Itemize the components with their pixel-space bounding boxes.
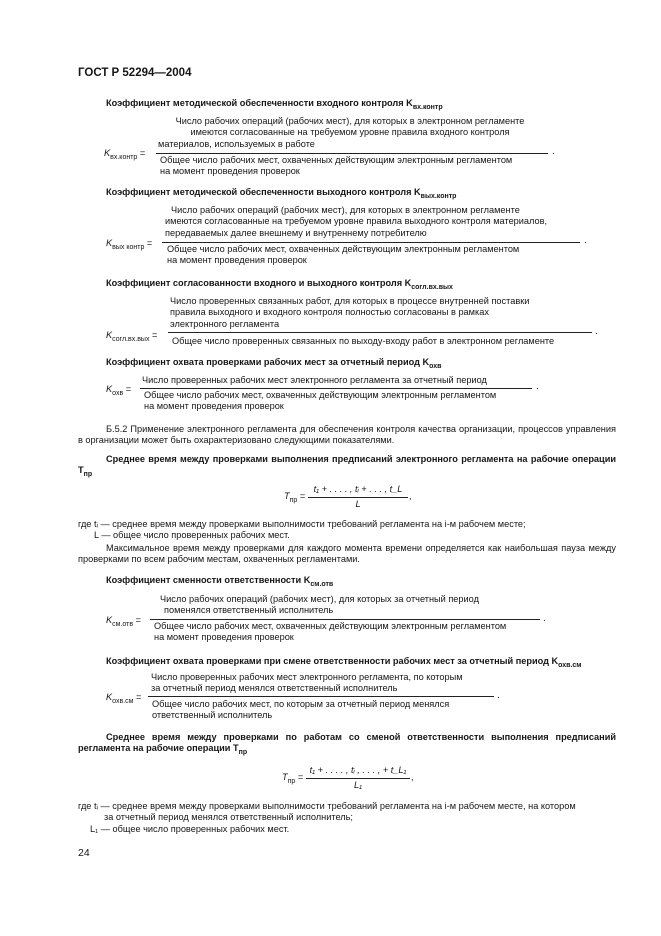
k1-dot: . [552,146,555,157]
k6-numerator [151,672,511,695]
k4-num-line: Число проверенных рабочих мест электронного регламента за отчетный период [142,375,487,385]
t2-title [78,732,616,759]
k2-num-line: имеются согласованные на требуемом уровне правила выходного контроля материалов, [165,216,548,227]
k3-title-text: Коэффициент согласованности входного и выходного контроля K [106,278,412,288]
k2-den-line: Общее число рабочих мест, охваченных действующим электронным регламентом [167,244,520,254]
k3-sym: K [106,330,113,340]
k3-den-line: Общее число проверенных связанных по выходу-входу работ в электронном регламенте [172,336,555,346]
t2-lhs-sym: T [282,772,288,782]
k5-title [106,575,333,590]
k1-den-line: на момент проведения проверок [160,166,300,177]
t1-numerator: t₁ + . . . . , tᵢ + . . . , t_L [313,484,403,494]
k6-sym-sub: охв.см [112,697,134,705]
where2-line3: L₁ — общее число проверенных рабочих мест. [90,824,290,834]
k5-title-text: Коэффициент сменности ответственности K [106,575,311,585]
where2-line1: где tᵢ — среднее время между проверками выполнимости требований регламента на i-м рабочем месте, на котором [78,801,576,811]
k2-title-text: Коэффициент методической обеспеченности выходного контроля K [106,187,421,197]
k5-denominator [154,621,506,644]
k4-symbol [106,384,131,399]
k5-sym: K [106,615,113,625]
k2-title-sub: вых.контр [420,192,457,200]
b52-paragraph: Б.5.2 Применение электронного регламента для обеспечения контроля качества организации, процессов управления в организации может быть охарактеризовано следующими показателями. [78,424,616,446]
t2-numerator: t₁ + . . . . , tᵢ , . . . , + t_L₁ [309,765,407,775]
k3-num-line: правила выходного и входного контроля полностью согласованы в рамках [170,307,489,318]
k2-symbol [106,238,152,253]
document-header: ГОСТ Р 52294—2004 [78,67,192,79]
k2-num-line: Число рабочих операций (рабочих мест), для которых в электронном регламенте [171,205,520,215]
k1-denominator [160,155,512,178]
k1-title [106,98,443,113]
k3-numerator [170,296,590,330]
k4-title-sub: охв [429,362,442,370]
k2-sym: K [106,238,113,248]
k4-den-line: на момент проведения проверок [144,401,284,412]
t1-fraction-line [308,497,408,498]
k1-den-line: Общее число рабочих мест, охваченных действующим электронным регламентом [160,155,513,165]
k2-denominator [167,244,519,267]
where2-line2: за отчетный период менялся ответственный исполнитель; [104,812,353,822]
k6-dot: . [497,690,500,701]
k5-den-line: Общее число рабочих мест, охваченных действующим электронным регламентом [154,621,507,631]
k5-title-sub: см.отв [310,580,334,588]
page-number: 24 [78,847,90,859]
t2-lhs-sub: пр [287,777,296,785]
k2-title [106,187,456,202]
t2-fraction-line [306,778,410,779]
where1-line2: L — общее число проверенных рабочих мест. [94,530,290,540]
k1-num-line: материалов, используемых в работе [158,138,315,149]
k4-title-text: Коэффициент охвата проверками рабочих мест за отчетный период K [106,357,430,367]
t1-comma: , [409,491,412,501]
k4-sym-sub: охв [112,389,124,397]
k6-title-sub: охв.см [558,661,582,669]
k6-num-line: за отчетный период менялся ответственный исполнитель [151,683,398,694]
k6-denominator [152,699,449,722]
k5-num-line: Число рабочих операций (рабочих мест), для которых за отчетный период [160,594,479,604]
t2-title-text: Среднее время между проверками по работам со сменой ответственности выполнения предписаний регламента на рабочие операции T [78,732,616,754]
t2-comma: , [411,772,414,782]
k5-symbol [106,615,141,630]
k6-fraction-line [148,696,494,697]
k1-sym-sub: вх.контр [110,153,138,161]
t1-denominator: L [355,499,361,509]
k4-dot: . [536,381,539,392]
k1-num-line: Число рабочих операций (рабочих мест), для которых в электронном регламенте [175,116,525,126]
k3-eq: = [152,330,158,340]
k4-sym: K [106,384,113,394]
k2-dot: . [584,235,587,246]
t2-denominator: L₁ [353,780,362,790]
t1-eq: = [299,491,306,501]
k6-title-text: Коэффициент охвата проверками при смене ответственности рабочих мест за отчетный период K [106,656,559,666]
k2-numerator [165,205,585,239]
k3-denominator [172,336,554,347]
t1-title-sub: пр [83,471,93,479]
k3-sym-sub: согл.вх.вых [112,335,150,343]
k6-den-line: Общее число рабочих мест, по которым за отчетный период менялся [152,699,450,709]
k1-num-line: имеются согласованные на требуемом уровне правила входного контроля [190,127,510,138]
k6-den-line: ответственный исполнитель [152,710,273,721]
k6-eq: = [136,692,142,702]
k2-num-line: передаваемых далее внешнему и внутреннему потребителю [165,227,427,238]
k1-eq: = [139,148,146,158]
k6-sym: K [106,692,113,702]
k5-fraction-line [150,619,540,620]
t1-lhs-sub: пр [289,496,298,504]
k4-title [106,357,441,372]
k1-numerator [150,116,550,150]
k4-fraction-line [140,388,532,389]
k1-title-text: Коэффициент методической обеспеченности входного контроля K [106,98,413,108]
k6-symbol [106,692,141,707]
max-pause-paragraph: Максимальное время между проверками для каждого момента времени определяется как наибольшая пауза между проверками по всем рабочим местам, охваченных регламентами. [78,543,616,565]
k3-symbol [106,330,157,345]
k3-num-line: Число проверенных связанных работ, для которых в процессе внутренней поставки [170,296,530,306]
t2-title-sub: пр [238,749,248,757]
k2-sym-sub: вых контр [112,243,145,251]
k2-fraction-line [162,242,580,243]
t2-lhs [282,772,303,787]
k4-numerator [142,375,542,386]
k3-title [106,278,453,293]
k4-den-line: Общее число рабочих мест, охваченных действующим электронным регламентом [144,390,497,400]
t1-lhs-sym: T [284,491,290,501]
k1-symbol [104,148,145,163]
k2-den-line: на момент проведения проверок [167,255,307,266]
k4-denominator [144,390,496,413]
k6-num-line: Число проверенных рабочих мест электронного регламента, по которым [151,672,463,682]
t2-eq: = [297,772,304,782]
k5-dot: . [543,613,546,624]
k1-fraction-line [156,153,548,154]
k5-sym-sub: см.отв [112,620,134,628]
k1-title-sub: вх.контр [412,103,443,111]
k3-num-line: электронного регламента [170,318,280,329]
where1-line1: где tᵢ — среднее время между проверками выполнимости требований регламента на i-м рабочем месте; [78,519,526,529]
k1-sym: K [104,148,111,158]
t1-lhs [284,491,305,506]
k4-eq: = [125,384,132,394]
k5-eq: = [135,615,141,625]
k3-title-sub: согл.вх.вых [411,283,453,291]
k6-title [106,656,581,671]
k5-den-line: на момент проведения проверок [154,632,294,643]
t1-title-text: Среднее время между проверками выполнения предписаний электронного регламента на рабочие операции T [78,454,616,476]
k5-num-line: поменялся ответственный исполнитель [164,605,334,616]
k2-eq: = [146,238,153,248]
t1-title [78,454,616,481]
k3-dot: . [595,326,598,337]
k3-fraction-line [168,332,592,333]
k5-numerator [160,594,560,617]
